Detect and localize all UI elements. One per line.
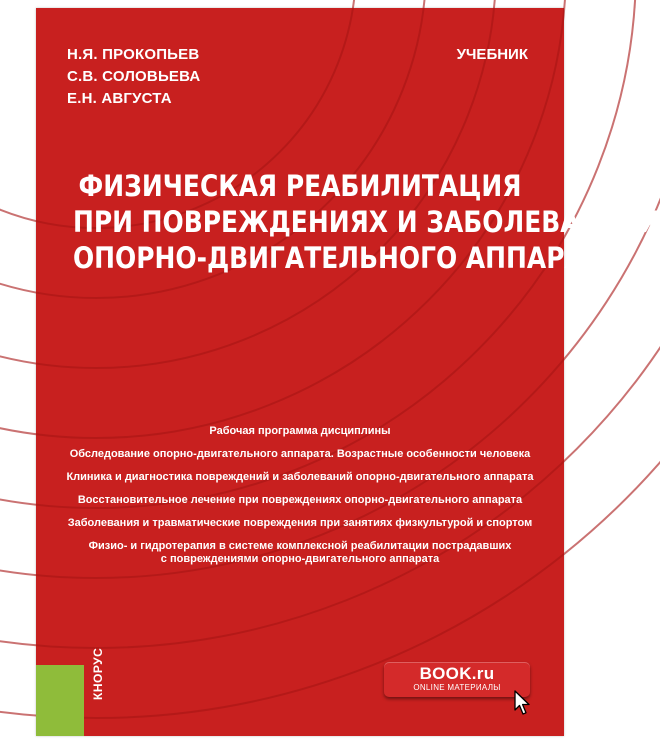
book-title (72, 168, 660, 276)
author-1: Н.Я. ПРОКОПЬЕВ (67, 46, 200, 63)
topic-item: Восстановительное лечение при повреждениях опорно-двигательного аппарата (77, 494, 523, 506)
book-type-label: УЧЕБНИК (456, 46, 528, 63)
topic-item: Рабочая программа дисциплины (209, 425, 391, 437)
bookru-sublabel: ONLINE МАТЕРИАЛЫ (413, 683, 501, 692)
topic-item: Клиника и диагностика повреждений и заболеваний опорно-двигательного аппарата (66, 471, 534, 483)
mouse-cursor-icon (514, 690, 532, 716)
topic-item: Заболевания и травматические повреждения при занятиях физкультурой и спортом (67, 517, 533, 529)
author-2: С.В. СОЛОВЬЕВА (67, 68, 201, 85)
cover-background-arcs (36, 8, 660, 736)
title-line-1: ФИЗИЧЕСКАЯ РЕАБИЛИТАЦИЯ (78, 169, 522, 203)
authors-list (67, 44, 200, 110)
topics-list (36, 425, 564, 576)
topic-last-line-1: Физио- и гидротерапия в системе комплексной реабилитации пострадавших (88, 540, 512, 552)
publisher-logo: КНОРУС (91, 647, 105, 700)
green-accent-block (36, 665, 84, 736)
bookru-online-button[interactable] (384, 662, 530, 697)
title-line-3: ОПОРНО-ДВИГАТЕЛЬНОГО АППАРАТА (72, 241, 621, 275)
topic-item: Обследование опорно-двигательного аппарата. Возрастные особенности человека (69, 448, 531, 460)
author-3: Е.Н. АВГУСТА (67, 90, 172, 107)
topic-last-line-2: с повреждениями опорно-двигательного аппарата (160, 553, 440, 565)
bookru-label: BOOK.ru (419, 664, 495, 683)
topic-item-last (36, 540, 564, 566)
title-line-2: ПРИ ПОВРЕЖДЕНИЯХ И ЗАБОЛЕВАНИЯХ (72, 205, 660, 239)
book-cover (36, 8, 660, 736)
